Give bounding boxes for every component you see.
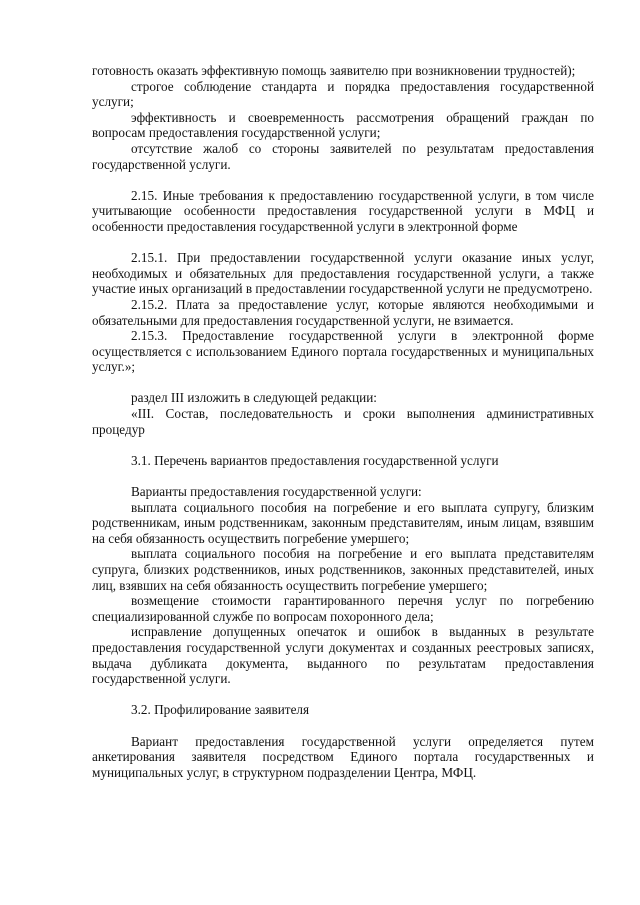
spacer — [92, 375, 594, 391]
list-item-variant-4: исправление допущенных опечаток и ошибок в выданных в результате предоставления государственной услуги документах и созданных реестровых записях, выдача дубликата документа, выданного по результатам предоставления государственной услуги. — [92, 624, 594, 687]
paragraph-standard: строгое соблюдение стандарта и порядка предоставления государственной услуги; — [92, 78, 594, 110]
spacer — [92, 687, 594, 703]
paragraph-2-15-1: 2.15.1. При предоставлении государственной услуги оказание иных услуг, необходимых и обязательных для предоставления государственной услуги, а также участие иных организаций в предоставлении государственной услуги не предусмотрено. — [92, 250, 594, 297]
paragraph-section-iii-intro: раздел III изложить в следующей редакции: — [131, 390, 377, 406]
spacer — [92, 718, 594, 734]
spacer — [92, 235, 594, 251]
section-heading-3-1: 3.1. Перечень вариантов предоставления государственной услуги — [131, 452, 499, 468]
list-item-variant-3: возмещение стоимости гарантированного перечня услуг по погребению специализированной службе по вопросам похоронного дела; — [92, 593, 594, 624]
paragraph-profiling: Вариант предоставления государственной услуги определяется путем анкетирования заявителя посредством Единого портала государственных и муниципальных услуг, в структурном подразделении Центра, МФЦ. — [92, 733, 594, 780]
paragraph-2-15-2: 2.15.2. Плата за предоставление услуг, которые являются необходимыми и обязательными для предоставления государственной услуги, не взимается. — [92, 296, 594, 328]
paragraph-readiness: готовность оказать эффективную помощь заявителю при возникновении трудностей); — [92, 63, 576, 78]
spacer — [92, 437, 594, 453]
paragraph-efficiency: эффективность и своевременность рассмотрения обращений граждан по вопросам предоставления государственной услуги; — [92, 109, 594, 141]
paragraph-variants-intro: Варианты предоставления государственной услуги: — [131, 484, 422, 500]
spacer — [92, 172, 594, 188]
document-page — [92, 63, 594, 780]
list-item-variant-2: выплата социального пособия на погребение и его выплата представителям супруга, близких родственников, иных родственников, законных представителей, иных лиц, взявших на себя обязанность осуществить погребение умершего; — [92, 546, 594, 593]
section-heading-iii: «III. Состав, последовательность и сроки выполнения административных процедур — [92, 406, 594, 437]
section-heading-3-2: 3.2. Профилирование заявителя — [131, 702, 310, 718]
paragraph-no-complaints: отсутствие жалоб со стороны заявителей по результатам предоставления государственной услуги. — [92, 140, 594, 172]
spacer — [92, 468, 594, 484]
list-item-variant-1: выплата социального пособия на погребение и его выплата супругу, близким родственникам, иным родственникам, законным представителям, иным лицам, взявшим на себя обязанность осуществить погребение умершего; — [92, 499, 594, 546]
paragraph-2-15-3: 2.15.3. Предоставление государственной услуги в электронной форме осуществляется с использованием Единого портала государственных и муниципальных услуг.»; — [92, 328, 594, 375]
section-heading-2-15: 2.15. Иные требования к предоставлению государственной услуги, в том числе учитывающие особенности предоставления государственной услуги в МФЦ и особенности предоставления государственной услуги в электронной форме — [92, 187, 594, 234]
